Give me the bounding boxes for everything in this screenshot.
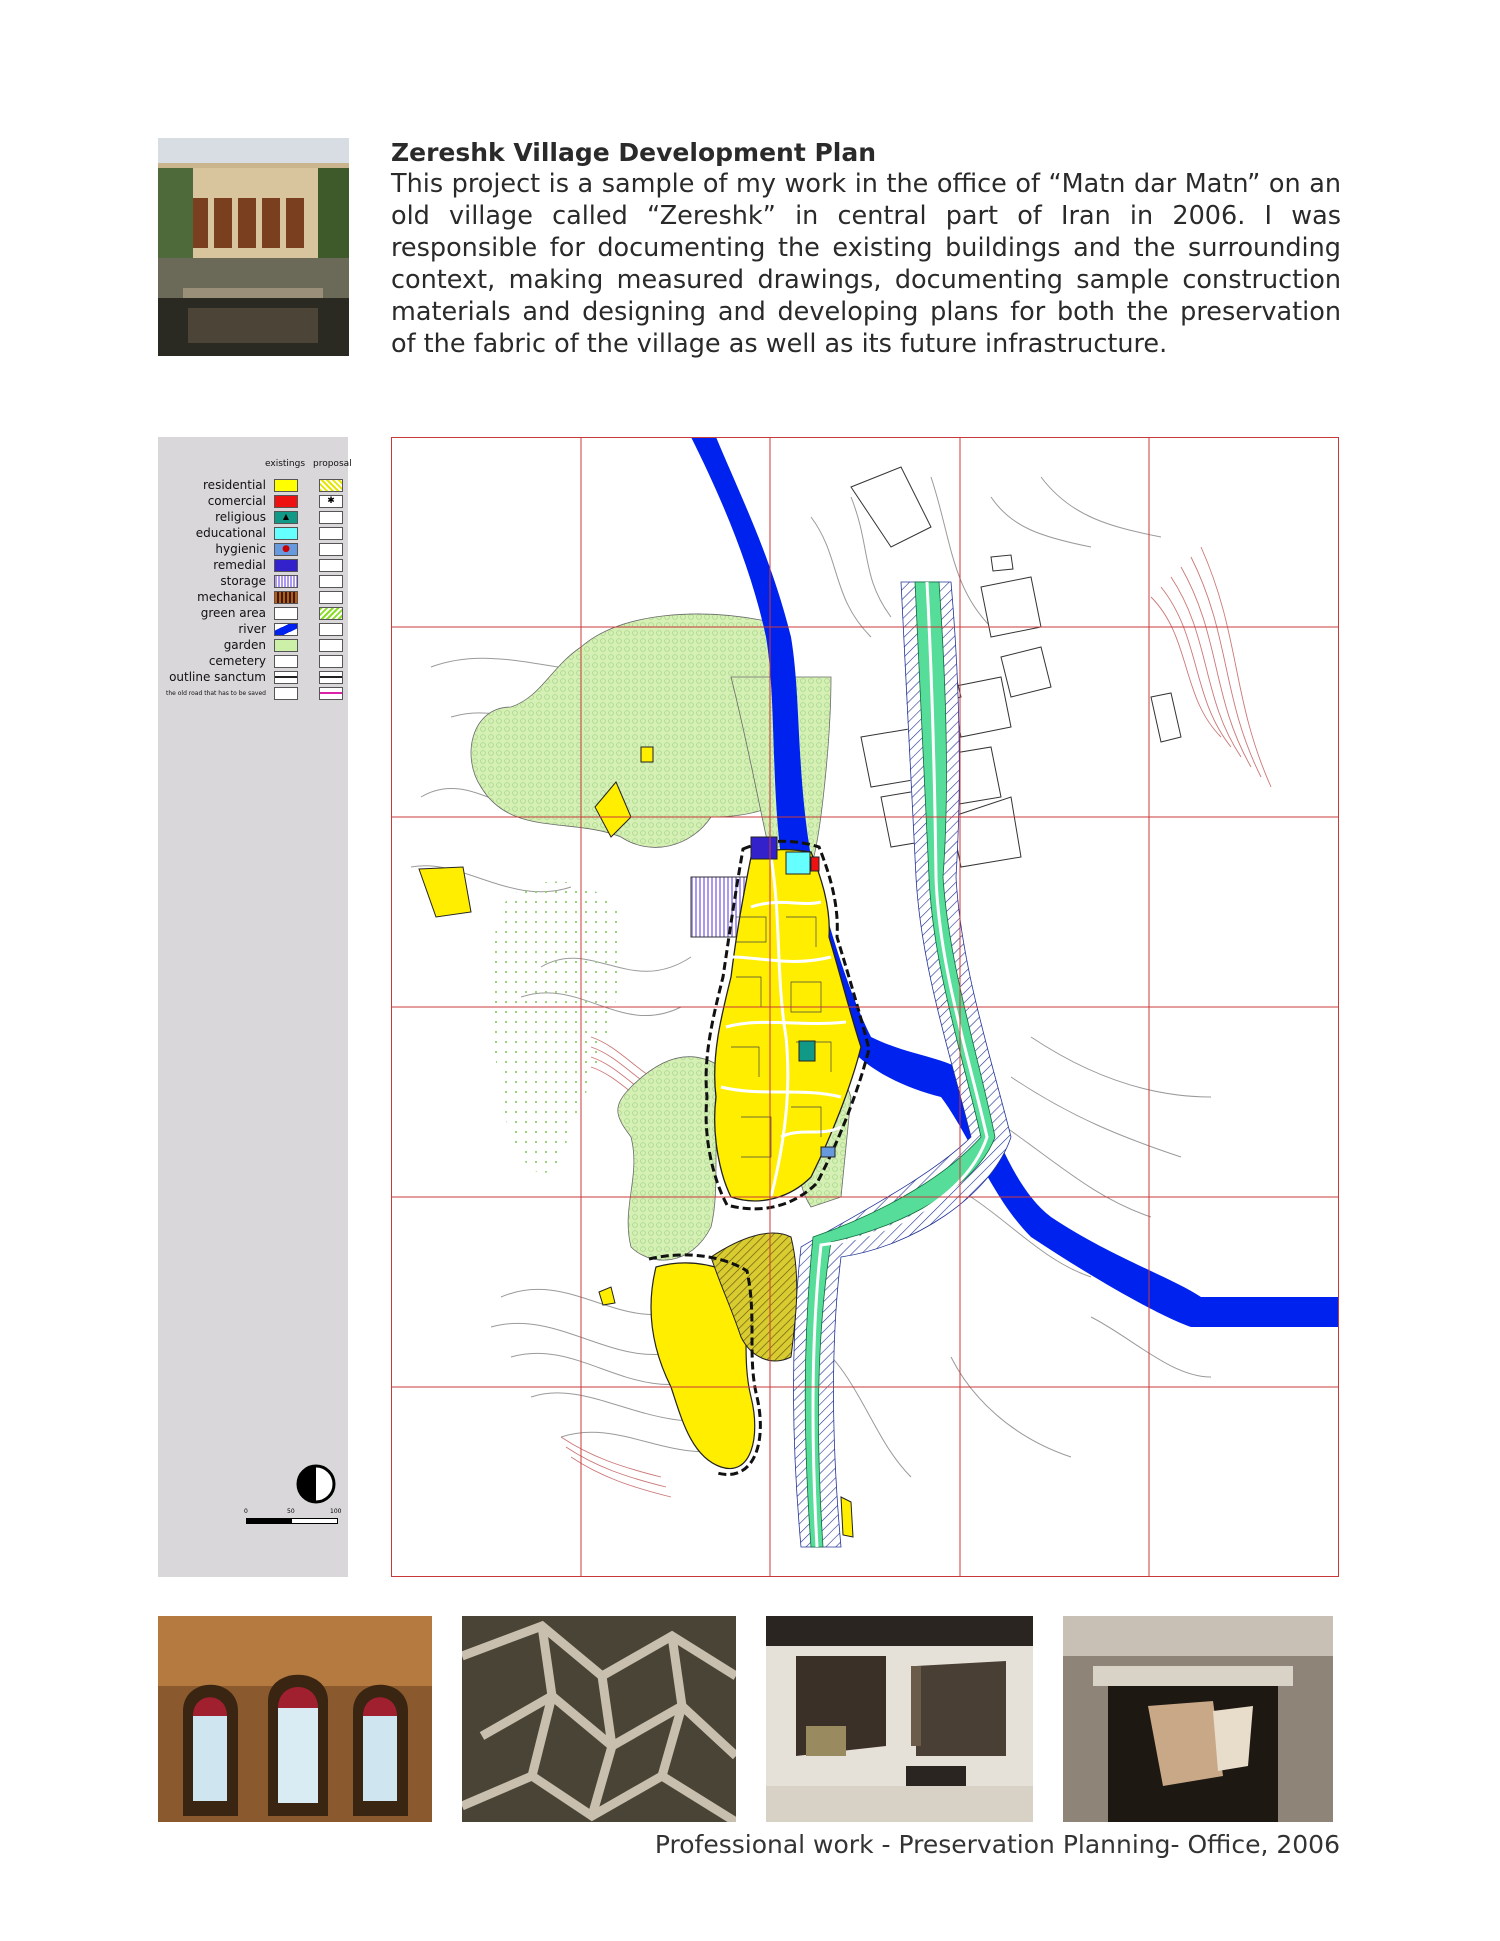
cemetery-area bbox=[492, 882, 623, 1174]
legend-row-religious: religious ▲ bbox=[158, 509, 348, 525]
legend-row-old-road: the old road that has to be saved bbox=[158, 685, 348, 701]
religious-building bbox=[799, 1041, 815, 1061]
hygienic-building bbox=[821, 1147, 835, 1157]
project-description: This project is a sample of my work in the office of “Matn dar Matn” on an old village called “Zereshk” in central part of Iran in 2006. I was responsible for documenting the existing buildings and the surrounding context, making measured drawings, documenting sample construction materials and designing and developing plans for both the preservation of the fabric of the village as well as its future infrastructure. bbox=[391, 169, 1341, 359]
legend-row-educational: educational bbox=[158, 525, 348, 541]
page-title: Zereshk Village Development Plan bbox=[391, 138, 877, 167]
header-photo-courtyard-house bbox=[158, 138, 349, 356]
photo-interior-niches bbox=[766, 1616, 1033, 1822]
remedial-building bbox=[751, 837, 777, 859]
legend-row-remedial: remedial bbox=[158, 557, 348, 573]
legend-row-green-area: green area bbox=[158, 605, 348, 621]
photo-geometric-lattice bbox=[462, 1616, 736, 1822]
scale-bar bbox=[244, 1508, 342, 1532]
legend-row-outline-sanctum: outline sanctum bbox=[158, 669, 348, 685]
educational-building bbox=[786, 852, 810, 874]
legend-row-mechanical: mechanical bbox=[158, 589, 348, 605]
legend-row-comercial: comercial ✱ bbox=[158, 493, 348, 509]
legend-row-cemetery: cemetery bbox=[158, 653, 348, 669]
map-legend bbox=[158, 437, 352, 1577]
scale-label-100: 100 bbox=[330, 1508, 342, 1515]
legend-row-hygienic: hygienic ● bbox=[158, 541, 348, 557]
photo-stained-glass-windows bbox=[158, 1616, 432, 1822]
map-grid bbox=[391, 437, 1339, 1577]
legend-swatch-existing bbox=[274, 479, 298, 492]
legend-col-existing: existings bbox=[265, 459, 306, 469]
legend-row-residential: residential bbox=[158, 477, 348, 493]
scale-label-50: 50 bbox=[287, 1508, 295, 1515]
legend-row-storage: storage bbox=[158, 573, 348, 589]
legend-row-river: river bbox=[158, 621, 348, 637]
scale-label-0: 0 bbox=[244, 1508, 248, 1515]
commercial-building bbox=[811, 857, 819, 871]
legend-swatch-proposal bbox=[319, 479, 343, 492]
village-master-plan-map bbox=[391, 437, 1339, 1577]
page-footer-caption: Professional work - Preservation Planning- Office, 2006 bbox=[654, 1830, 1340, 1859]
legend-row-garden: garden bbox=[158, 637, 348, 653]
legend-col-proposal: proposal bbox=[313, 459, 352, 469]
north-arrow-icon bbox=[296, 1464, 336, 1504]
eastern-building-outlines bbox=[851, 467, 1181, 867]
photo-doorway-passage bbox=[1063, 1616, 1333, 1822]
